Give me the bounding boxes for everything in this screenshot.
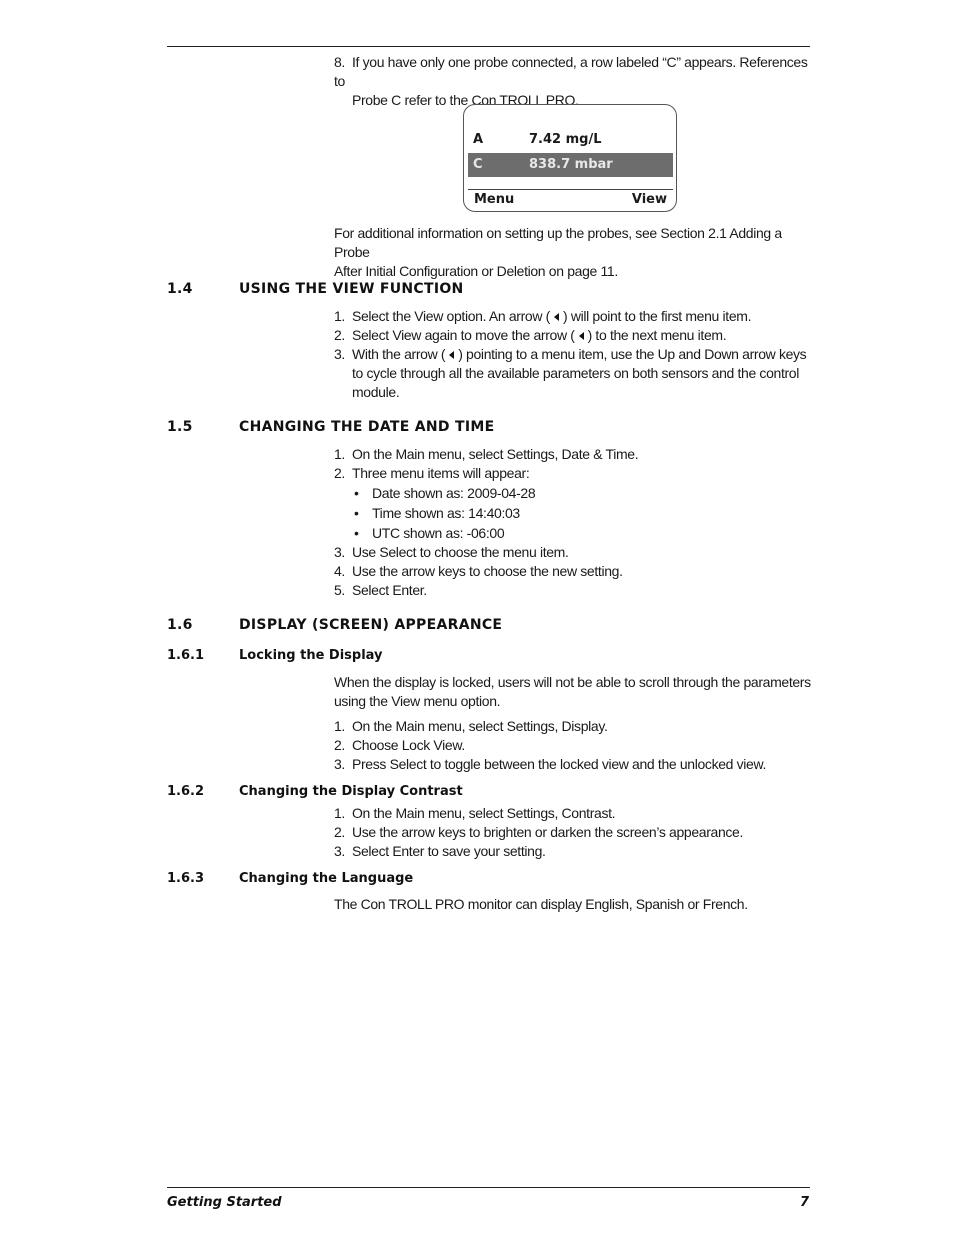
section-number: 1.6.2 xyxy=(167,784,205,799)
bullet-icon: • xyxy=(354,525,359,541)
section-title: USING THE VIEW FUNCTION xyxy=(239,281,464,297)
section-title: DISPLAY (SCREEN) APPEARANCE xyxy=(239,617,503,633)
list-item: 1. On the Main menu, select Settings, Display. xyxy=(334,718,608,734)
section-title: Locking the Display xyxy=(239,648,383,663)
probe-c-value: 838.7 mbar xyxy=(529,157,613,172)
section-heading-1-5 xyxy=(167,419,495,435)
info-line: For additional information on setting up the probes, see Section 2.1 Adding a Probe xyxy=(334,225,782,260)
list-item: 1. On the Main menu, select Settings, Contrast. xyxy=(334,805,616,821)
list-item: 3. Press Select to toggle between the locked view and the unlocked view. xyxy=(334,756,767,772)
locking-steps xyxy=(334,717,814,774)
section-number: 1.4 xyxy=(167,281,193,297)
subsection-heading-1-6-2 xyxy=(167,784,463,799)
list-item-continued: to cycle through all the available parameters on both sensors and the control xyxy=(352,365,799,381)
section-number: 1.6.3 xyxy=(167,871,205,886)
bullet-item: • UTC shown as: -06:00 xyxy=(354,525,505,541)
section-heading-1-6 xyxy=(167,617,502,633)
info-line: After Initial Configuration or Deletion on page 11. xyxy=(334,263,618,279)
subsection-heading-1-6-1 xyxy=(167,648,383,663)
page-number: 7 xyxy=(800,1195,810,1210)
menu-softkey: Menu xyxy=(474,192,515,207)
list-item: 5. Select Enter. xyxy=(334,582,427,598)
date-time-steps xyxy=(334,445,814,600)
section-number: 1.5 xyxy=(167,419,193,435)
softkey-divider xyxy=(468,189,673,190)
step-text-continued: Probe C refer to the Con TROLL PRO. xyxy=(352,92,579,108)
list-item: 3. Select Enter to save your setting. xyxy=(334,843,546,859)
section-title: CHANGING THE DATE AND TIME xyxy=(239,419,495,435)
section-title: Changing the Language xyxy=(239,871,414,886)
left-arrow-icon xyxy=(554,313,559,321)
probe-c-row-highlighted xyxy=(468,153,673,177)
subsection-heading-1-6-3 xyxy=(167,871,413,886)
left-arrow-icon xyxy=(449,351,454,359)
list-item: 1. On the Main menu, select Settings, Date & Time. xyxy=(334,446,639,462)
view-function-steps xyxy=(334,307,814,402)
left-arrow-icon xyxy=(579,332,584,340)
probe-a-row xyxy=(473,132,602,147)
list-item: 1. Select the View option. An arrow ( ) will point to the first menu item. xyxy=(334,308,752,324)
view-softkey: View xyxy=(631,192,667,207)
footer-rule xyxy=(167,1187,810,1188)
section-number: 1.6 xyxy=(167,617,193,633)
section-number: 1.6.1 xyxy=(167,648,205,663)
contrast-steps xyxy=(334,804,814,861)
section-title: Changing the Display Contrast xyxy=(239,784,463,799)
language-paragraph: The Con TROLL PRO monitor can display English, Spanish or French. xyxy=(334,896,748,912)
section-heading-1-4 xyxy=(167,281,464,297)
list-item-continued: module. xyxy=(352,384,400,400)
list-item: 2. Three menu items will appear: xyxy=(334,465,530,481)
list-item: 3. Use Select to choose the menu item. xyxy=(334,544,569,560)
list-item: 2. Use the arrow keys to brighten or darken the screen’s appearance. xyxy=(334,824,744,840)
list-item: 2. Select View again to move the arrow ( ) to the next menu item. xyxy=(334,327,727,343)
header-rule xyxy=(167,46,810,47)
step-number: 8. xyxy=(334,54,345,70)
probe-a-value: 7.42 mg/L xyxy=(529,132,602,147)
bullet-icon: • xyxy=(354,505,359,521)
bullet-item: • Time shown as: 14:40:03 xyxy=(354,505,520,521)
list-item: 3. With the arrow ( ) pointing to a menu item, use the Up and Down arrow keys xyxy=(334,346,807,362)
additional-info-paragraph xyxy=(334,224,814,281)
intro-step xyxy=(334,53,814,110)
device-screen xyxy=(463,104,677,212)
list-item: 2. Choose Lock View. xyxy=(334,737,465,753)
footer-chapter: Getting Started xyxy=(167,1195,282,1210)
step-text: If you have only one probe connected, a row labeled “C” appears. References to xyxy=(334,54,808,89)
locking-paragraph: When the display is locked, users will not be able to scroll through the parameters using the View menu option. xyxy=(334,674,811,709)
list-item: 4. Use the arrow keys to choose the new setting. xyxy=(334,563,623,579)
bullet-icon: • xyxy=(354,485,359,501)
bullet-item: • Date shown as: 2009-04-28 xyxy=(354,485,536,501)
probe-a-label: A xyxy=(473,132,484,147)
probe-c-label: C xyxy=(473,157,483,172)
